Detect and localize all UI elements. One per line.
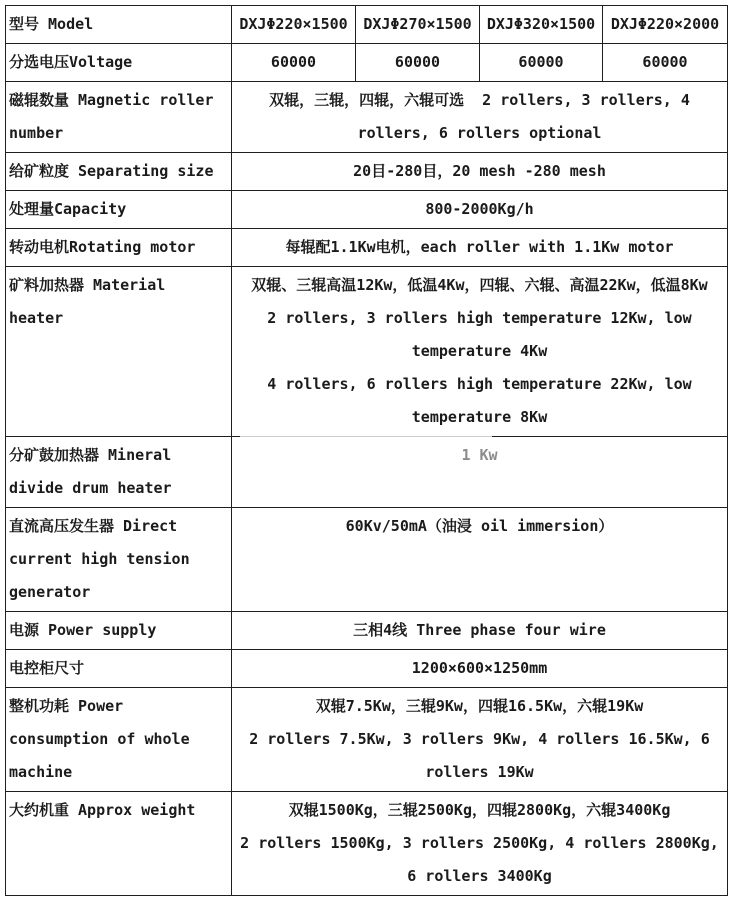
spec-value-cell (232, 82, 728, 153)
spec-label-cell (6, 792, 232, 896)
spec-value-line: temperature 8Kw (411, 408, 548, 426)
spec-label-line: 磁辊数量 Magnetic roller (9, 91, 214, 109)
spec-label-line: 型号 Model (9, 15, 94, 33)
spec-value-line: 1200×600×1250mm (411, 659, 548, 677)
spec-label-line: number (9, 124, 64, 142)
spec-value-cell (232, 508, 728, 612)
spec-value-line: rollers, 6 rollers optional (357, 124, 602, 142)
spec-value-line: 三相4线 Three phase four wire (353, 621, 606, 639)
spec-value-line: 双辊7.5Kw，三辊9Kw，四辊16.5Kw，六辊19Kw (315, 697, 644, 715)
spec-value-cell (232, 792, 728, 896)
spec-value-cell (232, 612, 728, 650)
spec-value-line: 2 rollers, 3 rollers high temperature 12Kw, low (267, 309, 692, 327)
spec-label-cell (6, 267, 232, 437)
spec-value-line: 4 rollers, 6 rollers high temperature 22Kw, low (267, 375, 692, 393)
spec-value-line: 双辊1500Kg，三辊2500Kg，四辊2800Kg，六辊3400Kg (288, 801, 671, 819)
spec-label-line: divide drum heater (9, 479, 172, 497)
spec-row (6, 612, 728, 650)
spec-row (6, 688, 728, 792)
specification-table (5, 5, 728, 896)
spec-value-cell (232, 191, 728, 229)
spec-value-cell (232, 267, 728, 437)
voltage-cell (480, 44, 603, 82)
spec-row (6, 267, 728, 437)
spec-value-line: 每辊配1.1Kw电机，each roller with 1.1Kw motor (285, 238, 674, 256)
spec-label-line: 给矿粒度 Separating size (9, 162, 214, 180)
spec-value-cell (232, 153, 728, 191)
spec-value-line: 800-2000Kg/h (425, 200, 534, 218)
spec-value-line: 双辊，三辊，四辊，六辊可选 2 rollers, 3 rollers, 4 (269, 91, 690, 109)
model-text: DXJΦ220×1500 (239, 15, 348, 33)
spec-value-line: 60Kv/50mA（油浸 oil immersion） (345, 517, 614, 535)
spec-value-cell (232, 650, 728, 688)
spec-value-cell (232, 437, 728, 508)
spec-value-line: 20目-280目，20 mesh -280 mesh (353, 162, 606, 180)
model-cell (480, 6, 603, 44)
spec-label-line: machine (9, 763, 73, 781)
voltage-text: 60000 (394, 53, 441, 71)
spec-row (6, 437, 728, 508)
spec-label-cell (6, 437, 232, 508)
spec-row (6, 153, 728, 191)
spec-label-cell (6, 650, 232, 688)
spec-label-line: 分选电压Voltage (9, 53, 133, 71)
spec-value-line: temperature 4Kw (411, 342, 548, 360)
spec-value-cell (232, 688, 728, 792)
model-cell (356, 6, 480, 44)
spec-value-line: 2 rollers 1500Kg, 3 rollers 2500Kg, 4 rollers 2800Kg, (240, 834, 719, 852)
voltage-cell (232, 44, 356, 82)
spec-row (6, 44, 728, 82)
spec-label-line: 矿料加热器 Material (9, 276, 166, 294)
spec-label-line: 直流高压发生器 Direct (9, 517, 178, 535)
spec-label-cell (6, 612, 232, 650)
spec-label-cell (6, 6, 232, 44)
spec-label-line: 转动电机Rotating motor (9, 238, 196, 256)
spec-value-cell (232, 229, 728, 267)
spec-label-cell (6, 229, 232, 267)
voltage-cell (603, 44, 728, 82)
spec-row (6, 191, 728, 229)
model-cell (232, 6, 356, 44)
voltage-text: 60000 (518, 53, 564, 71)
spec-label-cell (6, 44, 232, 82)
voltage-text: 60000 (270, 53, 317, 71)
spec-value-line: 2 rollers 7.5Kw, 3 rollers 9Kw, 4 rollers 16.5Kw, 6 (249, 730, 710, 748)
spec-value-line: 1 Kw (461, 446, 498, 464)
model-text: DXJΦ270×1500 (363, 15, 472, 33)
spec-row (6, 229, 728, 267)
spec-label-cell (6, 153, 232, 191)
spec-row (6, 6, 728, 44)
model-text: DXJΦ320×1500 (486, 15, 596, 33)
spec-label-cell (6, 688, 232, 792)
spec-label-line: 电控柜尺寸 (9, 659, 85, 677)
spec-label-line: 电源 Power supply (9, 621, 157, 639)
spec-label-cell (6, 191, 232, 229)
spec-row (6, 792, 728, 896)
voltage-cell (356, 44, 480, 82)
spec-label-line: heater (9, 309, 64, 327)
spec-label-line: current high tension (9, 550, 190, 568)
spec-label-line: generator (9, 583, 91, 601)
spec-row (6, 508, 728, 612)
spec-value-line: 双辊、三辊高温12Kw，低温4Kw，四辊、六辊、高温22Kw，低温8Kw (251, 276, 708, 294)
spec-row (6, 650, 728, 688)
spec-label-cell (6, 82, 232, 153)
spec-label-line: 分矿鼓加热器 Mineral (9, 446, 172, 464)
model-cell (603, 6, 728, 44)
spec-label-line: 大约机重 Approx weight (9, 801, 196, 819)
spec-label-cell (6, 508, 232, 612)
spec-row (6, 82, 728, 153)
model-text: DXJΦ220×2000 (610, 15, 720, 33)
spec-label-line: 处理量Capacity (9, 200, 127, 218)
spec-label-line: 整机功耗 Power (9, 697, 124, 715)
spec-label-line: consumption of whole (9, 730, 190, 748)
spec-value-line: 6 rollers 3400Kg (407, 867, 552, 885)
spec-value-line: rollers 19Kw (425, 763, 534, 781)
voltage-text: 60000 (642, 53, 688, 71)
